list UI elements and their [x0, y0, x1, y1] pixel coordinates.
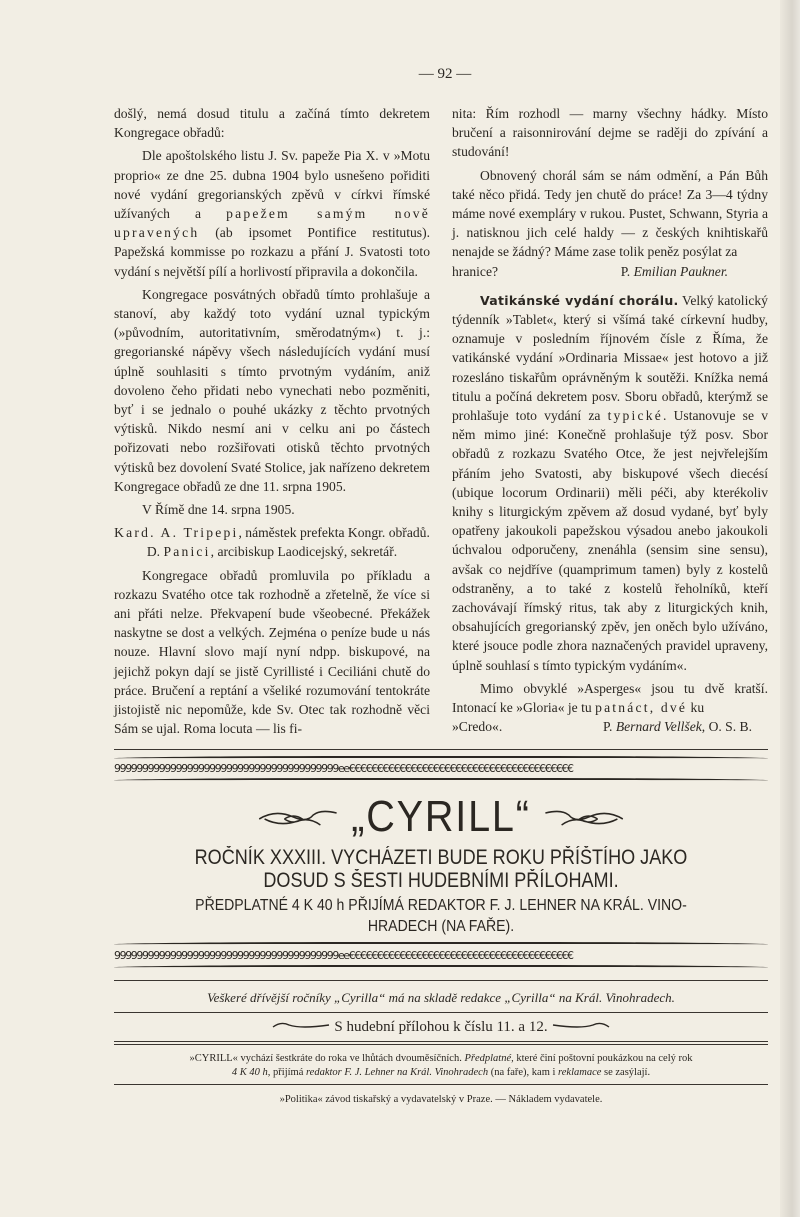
divider: [114, 1084, 768, 1085]
text: Velký katolický týdenník »Tablet«, který si všímá také církevní hudby, oznamuje v posledním říjnovém čísle z Říma, že vatikánské vydání »Ordinaria Missae« jest hotovo a již rozesláno tiskařům oprávněným k soutěži. Knížka nemá titulu a počíná dekretem posv. Sboru obřadů, kterýmž se prohlašuje toto vydání za: [452, 292, 768, 424]
wavy-rule: [114, 942, 768, 948]
signature: [114, 523, 430, 561]
paragraph: nita: Řím rozhodl — marny všechny hádky. Místo bručení a raisonnirování dejme se raději do zpívání a studování!: [452, 106, 768, 160]
paragraph: [452, 679, 768, 717]
author-name: Bernard Vellšek: [615, 719, 702, 735]
ornament-band: 9999999999999999999999999999999999999999ee€€€€€€€€€€€€€€€€€€€€€€€€€€€€€€€€€€€€€€€€: [114, 762, 573, 775]
older-volumes-note: Veškeré dřívější ročníky „Cyrilla“ má na skladě redakce „Cyrilla“ na Král. Vinohradech.: [207, 990, 675, 1005]
spaced-text: papežem samým nově upravených: [114, 206, 430, 241]
signature: [452, 262, 768, 281]
text: . Ustanovuje se v něm mimo jiné: Konečně prohlašuje týž posv. Sbor obřadů z rozkazu Svatého Otce, že jest nejvřelejším přáním jeho Svatosti, aby biskupové všech diecésí (ubique locorum Ordinarii) měli péči, aby kterékoliv knihy s liturgickým zpěvem až dosud vydané, byť byly opatřeny jakoukoli papežskou výsadou anebo jakoukoli úchvalou odporučeny, znenáhla (sensim sine sensu), avšak co nejdříve (quamprimum tamen) byly z kostelů odstraněny, a to také z kostelů řeholníků, kteří zachovávají římský ritus, tak aby z liturgických knih, obsahujících gregorianský zpěv, jen oněch bylo užíváno, které jsouce podle zhora naznačených pravidel upraveny, úplně souhlasí s tímto typickým vydáním«.: [452, 408, 768, 673]
divider: [114, 1041, 768, 1042]
text: reklamace: [558, 1067, 602, 1078]
text: P.: [620, 263, 634, 279]
divider: [114, 1012, 768, 1013]
text: 4 K 40 h,: [231, 1067, 271, 1078]
title-text: „CYRILL“: [351, 792, 531, 841]
ornament-right-icon: [544, 807, 625, 831]
spaced-text: typické: [607, 408, 663, 424]
supplement-text: S hudební přílohou k číslu 11. a 12.: [334, 1019, 548, 1035]
text: přijímá: [270, 1067, 306, 1078]
paragraph: Kongregace posvátných obřadů tímto prohlašuje a stanoví, aby každý toto vydání uznal typickým (»původním, autoritativním, směrodatným«) t. j.: gregorianské nápěvy všech následujících vydání musí úplně souhlasiti s tímto prvotným vydáním, aniž dovoleno čeho přidati nebo vynechati nebo pozměniti, byť i se jednalo o pouhé ukázky z těchto prvotných výtisků. Nikdo nesmí ani v celku ani po částech pořizovati nebo rozšiřovati otisků těchto prvotných výtisků bez dovolení Svaté Stolice, jak nařízeno dekretem Kongregace obřadů ze dne 11. srpna 1905.: [114, 286, 430, 494]
text: »CYRILL« vychází šestkráte do roka ve lhůtách dvouměsíčních.: [189, 1053, 465, 1064]
paragraph: došlý, nemá dosud titulu a začíná tímto dekretem Kongregace obřadů:: [114, 106, 430, 141]
right-column: [452, 104, 768, 737]
text: , náměstek prefekta Kongr. obřadů. D.: [146, 525, 430, 560]
text: redaktor F. J. Lehner na Král. Vinohradech: [305, 1067, 489, 1078]
wavy-rule: [114, 965, 768, 971]
text: hranice?: [452, 263, 499, 279]
author-name: Emilian Paukner.: [633, 263, 728, 279]
text: Mimo obvyklé »Asperges« jsou tu dvě kratší. Intonací ke »Gloria« je tu: [452, 680, 768, 716]
signature: [452, 717, 768, 736]
section-heading: Vatikánské vydání chorálu.: [480, 292, 679, 308]
spaced-text: Kard. A. Tripepi: [114, 525, 239, 541]
spaced-text: patnáct, dvé: [595, 700, 688, 716]
spaced-text: Panici: [163, 544, 211, 560]
text: (ab ipsomet Pontifice restitutus). Papežská kommisse po rozkazu a přání J. Svatosti toto vydání s největší pílí a horlivostí připravila a dokončila.: [114, 225, 430, 279]
flourish-left-icon: [271, 1019, 331, 1031]
text: (na faře), kam i: [488, 1067, 559, 1078]
text: P.: [602, 719, 616, 735]
publication-info: [114, 1052, 768, 1080]
text: ku: [687, 700, 705, 716]
text: Předplatné,: [464, 1053, 514, 1064]
text: , arcibiskup Laodicejský, sekretář.: [210, 544, 398, 560]
divider: [114, 749, 768, 750]
printer-note: »Politika« závod tiskařský a vydavatelský v Praze. — Nákladem vydavatele.: [279, 1094, 603, 1105]
page-edge: [780, 0, 800, 1217]
paragraph: Kongregace obřadů promluvila po příkladu a rozkazu Svatého otce tak rozhodně a zřetelně, že více si ani přáti nelze. Překvapení bude všeobecné. Překážek naskytne se dost a velkých. Zejména o peníze bude u nás nouze. Hlavní slovo mají nyní ndpp. biskupové, na jejichž pokyn dají se jistě Cyrillisté i Ceciliáni chutě do práce. Bručení a reptání a všeliké rozumování tentokráte jistojistě nic nepomůže, kde Sv. Otec tak rozhodně věci Sám se ujal. Roma locuta — lis fi-: [114, 567, 430, 737]
advert-line: PŘEDPLATNÉ 4 K 40 h PŘIJÍMÁ REDAKTOR F. J. LEHNER NA KRÁL. VINO-: [195, 897, 687, 914]
paragraph: [114, 146, 430, 280]
text: , O. S. B.: [701, 719, 752, 735]
left-column: [114, 104, 430, 739]
flourish-right-icon: [551, 1019, 611, 1031]
paragraph: [452, 291, 768, 675]
divider: [114, 980, 768, 981]
divider: [114, 1044, 768, 1045]
wavy-rule: [114, 778, 768, 784]
advert-line: HRADECH (NA FAŘE).: [367, 918, 515, 935]
page-number: — 92 —: [418, 66, 472, 82]
supplement-note: [114, 1017, 768, 1037]
text: Dle apoštolského listu J. Sv. papeže Pia X. v »Motu proprio« ze dne 25. dubna 1904 bylo usnešeno pořiditi nové vydání gregorianských zpěvů v církvi římské užívaných a: [114, 148, 430, 222]
text: které činí poštovní poukázkou na celý rok: [513, 1053, 693, 1064]
paragraph: Obnovený chorál sám se nám odmění, a Pán Bůh také něco přidá. Tedy jen chutě do práce! Za 3—4 týdny máme nové exempláry v rukou. Pustet, Schwann, Styria a j. natisknou jich celé haldy — z českých knihtiskařů nenajde se žádný? Máme zase tolik peněz posýlat za: [452, 167, 768, 260]
paragraph: V Římě dne 14. srpna 1905.: [142, 502, 295, 518]
advert-line: DOSUD S ŠESTI HUDEBNÍMI PŘÍLOHAMI.: [263, 869, 619, 892]
advert-line: ROČNÍK XXXIII. VYCHÁZETI BUDE ROKU PŘÍŠTÍHO JAKO: [194, 846, 688, 869]
ornament-left-icon: [257, 807, 338, 831]
text: se zasýlají.: [601, 1067, 651, 1078]
ornament-band: 9999999999999999999999999999999999999999ee€€€€€€€€€€€€€€€€€€€€€€€€€€€€€€€€€€€€€€€€: [114, 949, 573, 962]
advert-title: [147, 792, 736, 842]
text: »Credo«.: [452, 719, 503, 735]
